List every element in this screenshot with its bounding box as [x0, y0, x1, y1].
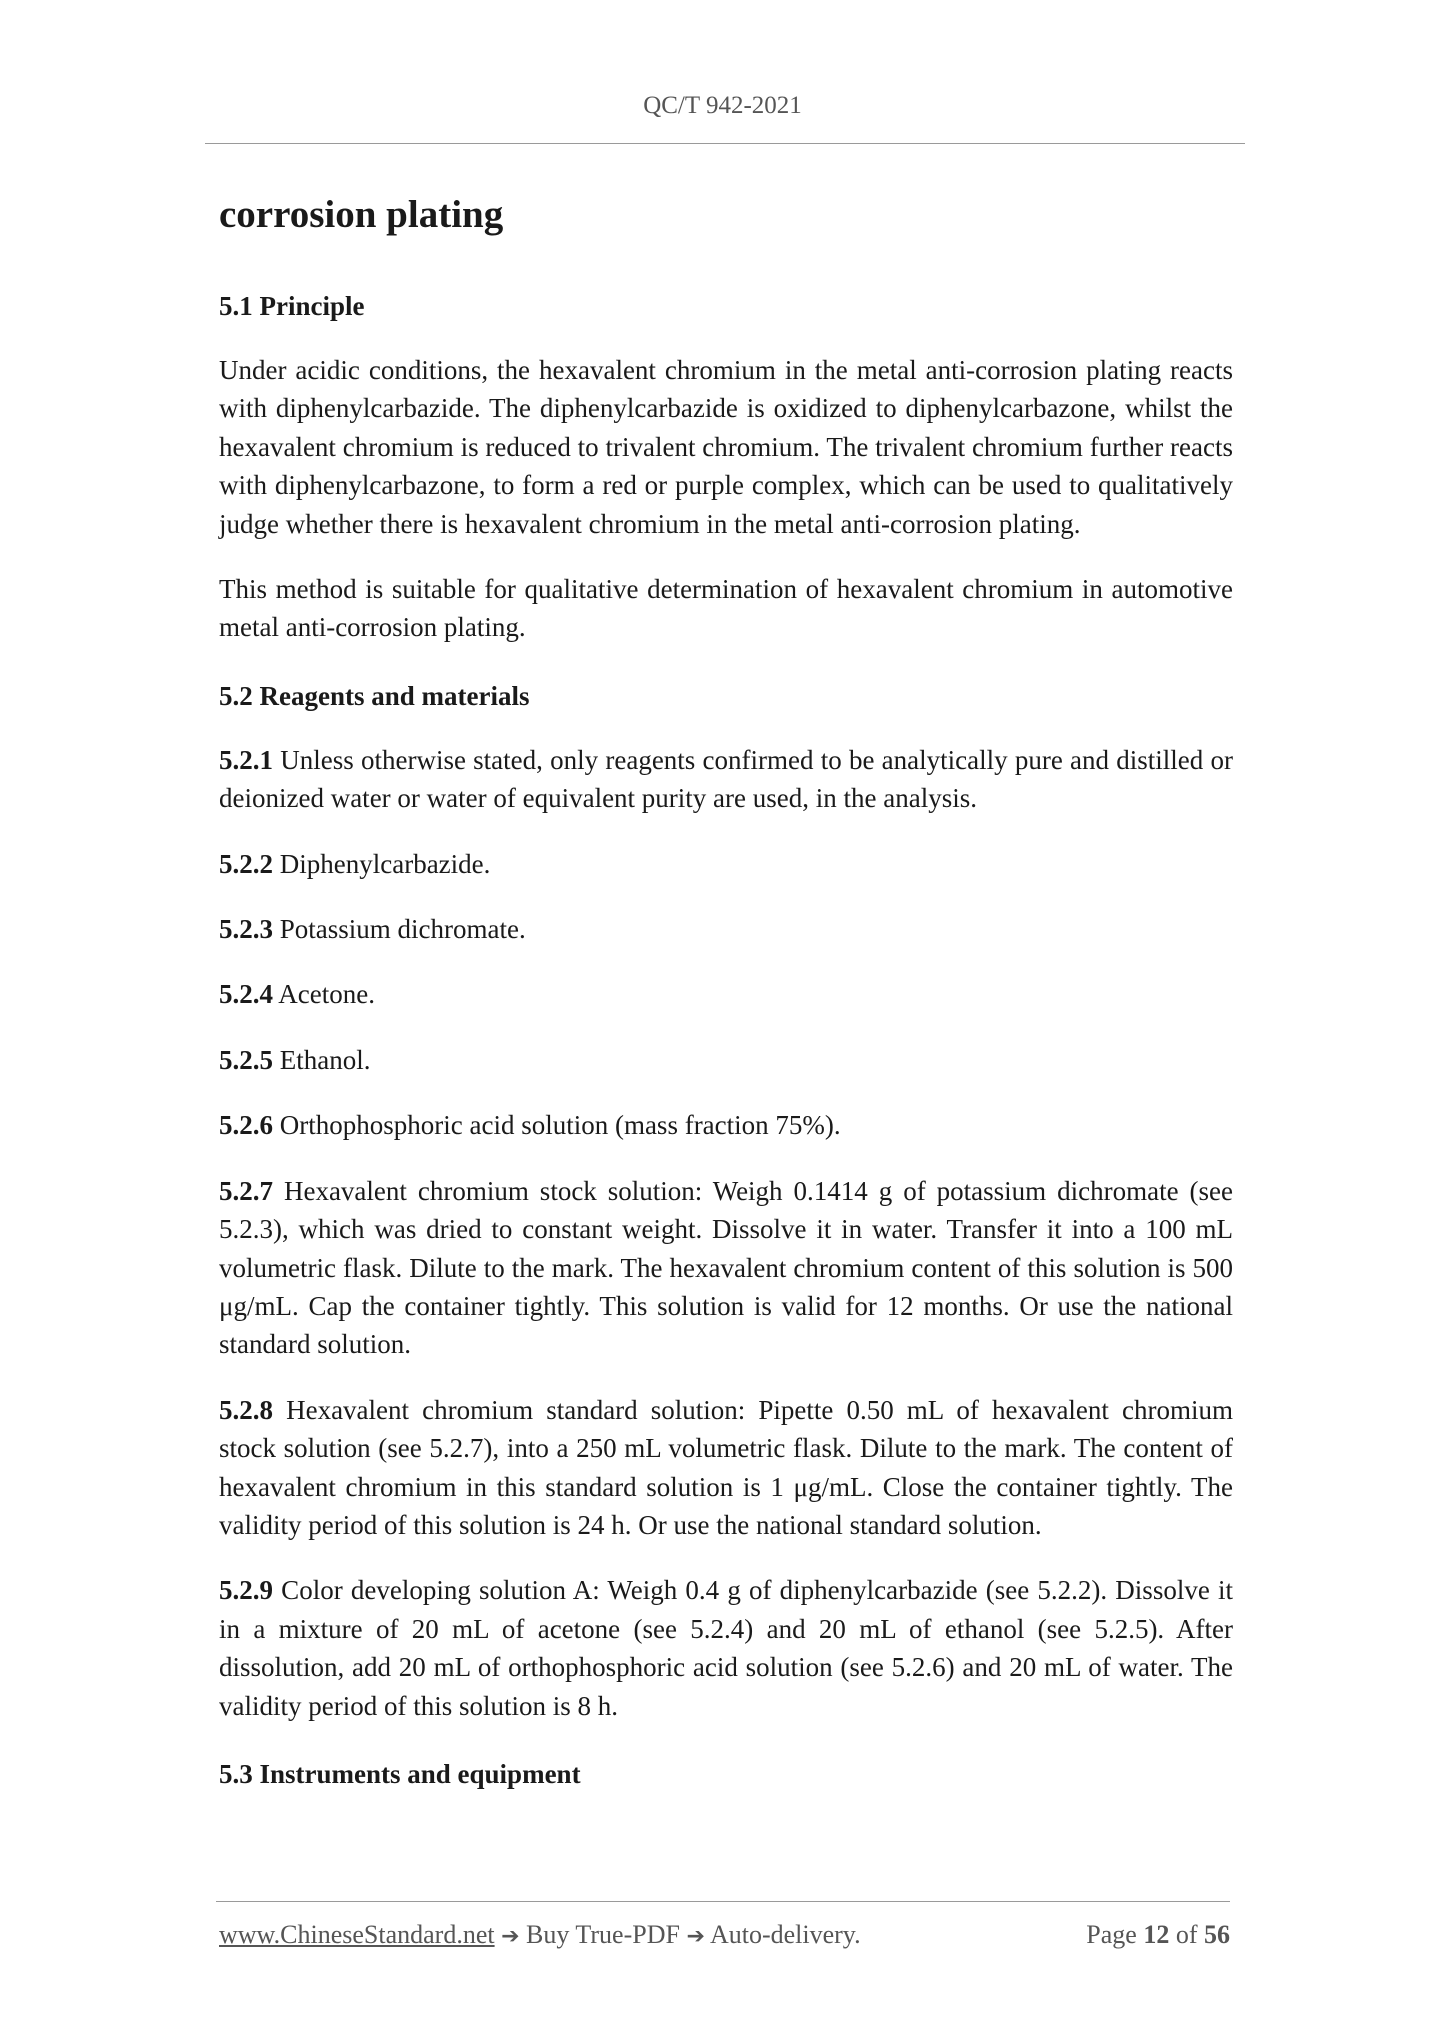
heading-5-1: 5.1 Principle: [219, 291, 365, 321]
clause-number: 5.2.9: [219, 1575, 273, 1606]
principle-paragraph-1: Under acidic conditions, the hexavalent chromium in the metal anti-corrosion plating reacts with diphenylcarbazide. The diphenylcarbazide is oxidized to diphenylcarbazone, whilst the hexavalent chromium is reduced to trivalent chromium. The trivalent chromium further reacts with diphenylcarbazone, to form a red or purple complex, which can be used to qualitatively judge whether there is hexavalent chromium in the metal anti-corrosion plating.: [219, 355, 1233, 539]
site-link[interactable]: www.ChineseStandard.net: [219, 1920, 495, 1949]
clause-text: Hexavalent chromium standard solution: Pipette 0.50 mL of hexavalent chromium stock solution (see 5.2.7), into a 250 mL volumetric flask. Dilute to the mark. The content of hexavalent chromium in this standard solution is 1 μg/mL. Close the container tightly. The validity period of this solution is 24 h. Or use the national standard solution.: [219, 1394, 1233, 1540]
running-header: QC/T 942-2021: [643, 92, 802, 119]
footer-promo: [219, 1920, 861, 1950]
clause-number: 5.2.4: [219, 979, 273, 1010]
page-label: Page: [1086, 1920, 1137, 1949]
clause-text: Hexavalent chromium stock solution: Weigh 0.1414 g of potassium dichromate (see 5.2.3), which was dried to constant weight. Dissolve it in water. Transfer it into a 100 mL volumetric flask. Dilute to the mark. The hexavalent chromium content of this solution is 500 μg/mL. Cap the container tightly. This solution is valid for 12 months. Or use the national standard solution.: [219, 1175, 1233, 1360]
heading-5-2: 5.2 Reagents and materials: [219, 680, 530, 711]
auto-delivery-text: Auto-delivery.: [709, 1920, 861, 1949]
clause-number: 5.2.1: [219, 744, 273, 775]
clause-text: Diphenylcarbazide.: [273, 848, 491, 879]
current-page-number: 12: [1143, 1920, 1170, 1949]
clause-number: 5.2.5: [219, 1044, 273, 1075]
clause-5-2-1: [219, 741, 1233, 818]
section-title: corrosion plating: [219, 193, 504, 236]
right-arrow-icon: ➔: [686, 1924, 705, 1949]
footer-divider: [216, 1901, 1230, 1902]
clause-number: 5.2.3: [219, 914, 273, 945]
buy-true-pdf-text: Buy True-PDF: [526, 1920, 680, 1949]
heading-5-3: 5.3 Instruments and equipment: [219, 1758, 581, 1789]
clause-5-2-2: [219, 845, 1233, 883]
clause-5-2-5: [219, 1041, 1233, 1079]
clause-text: Ethanol.: [273, 1044, 371, 1075]
clause-text: Acetone.: [273, 979, 375, 1010]
principle-paragraph-2: This method is suitable for qualitative determination of hexavalent chromium in automotive metal anti-corrosion plating.: [219, 574, 1233, 643]
clause-number: 5.2.2: [219, 848, 273, 879]
right-arrow-icon: ➔: [501, 1924, 520, 1949]
clause-text: Color developing solution A: Weigh 0.4 g of diphenylcarbazide (see 5.2.2). Dissolve it in a mixture of 20 mL of acetone (see 5.2.4) and 20 mL of ethanol (see 5.2.5). After dissolution, add 20 mL of orthophosphoric acid solution (see 5.2.6) and 20 mL of water. The validity period of this solution is 8 h.: [219, 1575, 1233, 1721]
header-divider: [205, 143, 1245, 144]
clause-number: 5.2.7: [219, 1175, 273, 1206]
clause-text: Potassium dichromate.: [273, 914, 526, 945]
clause-text: Unless otherwise stated, only reagents confirmed to be analytically pure and distilled or deionized water or water of equivalent purity are used, in the analysis.: [219, 744, 1233, 814]
clause-5-2-7: [219, 1172, 1233, 1364]
clause-text: Orthophosphoric acid solution (mass fraction 75%).: [273, 1110, 841, 1141]
total-pages-number: 56: [1204, 1920, 1230, 1949]
of-label: of: [1175, 1920, 1198, 1949]
clause-number: 5.2.6: [219, 1110, 273, 1141]
page-counter: [1086, 1920, 1230, 1950]
clause-number: 5.2.8: [219, 1394, 273, 1425]
clause-5-2-4: [219, 975, 1233, 1013]
page-body: [219, 188, 1233, 1819]
clause-5-2-8: [219, 1391, 1233, 1545]
clause-5-2-3: [219, 910, 1233, 948]
clause-5-2-6: [219, 1106, 1233, 1144]
clause-5-2-9: [219, 1571, 1233, 1725]
